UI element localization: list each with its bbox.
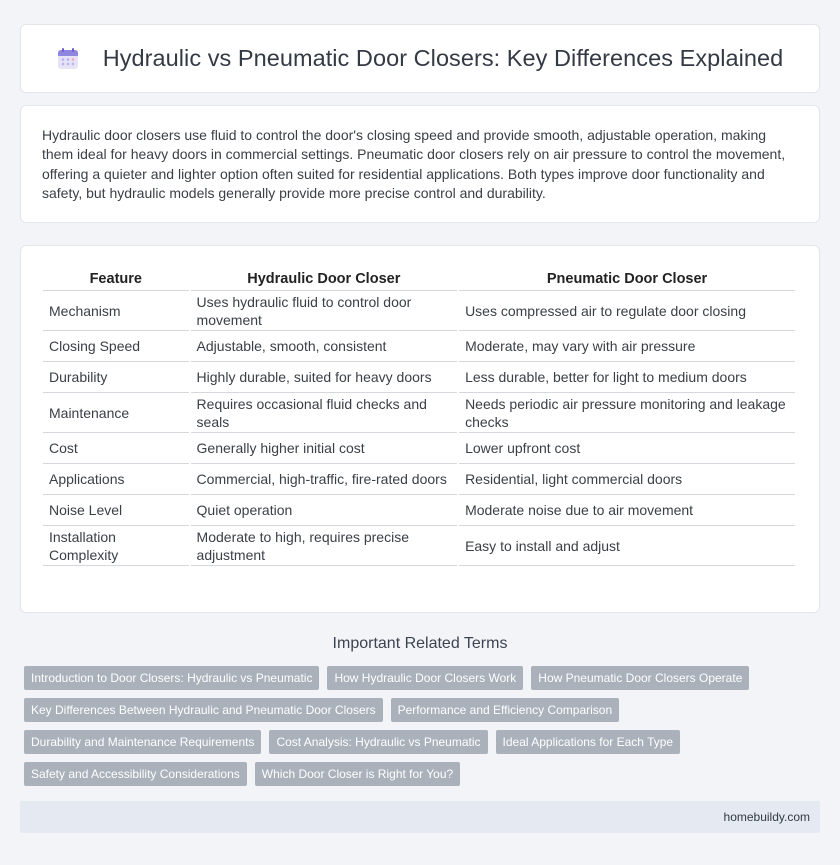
- feature-cell: Applications: [43, 464, 189, 495]
- hydraulic-cell: Requires occasional fluid checks and seals: [191, 393, 458, 433]
- comparison-table: [41, 265, 797, 566]
- related-terms-title: Important Related Terms: [332, 635, 508, 652]
- table-row: [43, 495, 795, 526]
- feature-cell: Closing Speed: [43, 331, 189, 362]
- related-term-link[interactable]: How Pneumatic Door Closers Operate: [531, 666, 749, 690]
- pneumatic-cell: Moderate, may vary with air pressure: [459, 331, 795, 362]
- related-term-link[interactable]: Safety and Accessibility Considerations: [24, 762, 247, 786]
- related-term-link[interactable]: Cost Analysis: Hydraulic vs Pneumatic: [269, 730, 487, 754]
- hydraulic-cell: Commercial, high-traffic, fire-rated doors: [191, 464, 458, 495]
- comparison-table-card: [20, 245, 820, 613]
- footer: [20, 801, 820, 833]
- calendar-icon: [57, 48, 79, 70]
- intro-paragraph: Hydraulic door closers use fluid to control the door's closing speed and provide smooth, adjustable operation, making them ideal for heavy doors in commercial settings. Pneumatic door closers rely on air pressure to control the movement, offering a quieter and lighter option often suited for residential applications. Both types improve door functionality and safety, but hydraulic models generally provide more precise control and durability.: [42, 127, 786, 202]
- tag-row: [24, 730, 820, 754]
- feature-cell: Mechanism: [43, 291, 189, 331]
- hydraulic-cell: Generally higher initial cost: [191, 433, 458, 464]
- related-term-link[interactable]: Key Differences Between Hydraulic and Pneumatic Door Closers: [24, 698, 383, 722]
- tag-row: [24, 698, 820, 722]
- table-row: [43, 526, 795, 566]
- table-row: [43, 331, 795, 362]
- table-row: [43, 393, 795, 433]
- related-term-link[interactable]: Durability and Maintenance Requirements: [24, 730, 261, 754]
- pneumatic-cell: Needs periodic air pressure monitoring and leakage checks: [459, 393, 795, 433]
- pneumatic-cell: Residential, light commercial doors: [459, 464, 795, 495]
- related-term-link[interactable]: Introduction to Door Closers: Hydraulic vs Pneumatic: [24, 666, 319, 690]
- pneumatic-cell: Moderate noise due to air movement: [459, 495, 795, 526]
- related-term-link[interactable]: Performance and Efficiency Comparison: [391, 698, 620, 722]
- related-term-link[interactable]: How Hydraulic Door Closers Work: [327, 666, 523, 690]
- pneumatic-cell: Easy to install and adjust: [459, 526, 795, 566]
- footer-site-link[interactable]: homebuildy.com: [723, 810, 810, 824]
- pneumatic-cell: Less durable, better for light to medium doors: [459, 362, 795, 393]
- hydraulic-cell: Quiet operation: [191, 495, 458, 526]
- header-card: [20, 24, 820, 93]
- hydraulic-cell: Moderate to high, requires precise adjustment: [191, 526, 458, 566]
- tag-row: [24, 666, 820, 690]
- page-title: Hydraulic vs Pneumatic Door Closers: Key Differences Explained: [102, 45, 784, 71]
- pneumatic-cell: Uses compressed air to regulate door closing: [459, 291, 795, 331]
- related-term-link[interactable]: Ideal Applications for Each Type: [496, 730, 681, 754]
- tag-row: [24, 762, 820, 786]
- hydraulic-cell: Uses hydraulic fluid to control door movement: [191, 291, 458, 331]
- feature-cell: Noise Level: [43, 495, 189, 526]
- title-wrap: [57, 45, 784, 72]
- column-header-hydraulic: Hydraulic Door Closer: [191, 265, 458, 291]
- table-row: [43, 291, 795, 331]
- intro-card: [20, 105, 820, 223]
- related-term-link[interactable]: Which Door Closer is Right for You?: [255, 762, 460, 786]
- related-terms-tags: [24, 666, 820, 794]
- table-row: [43, 433, 795, 464]
- column-header-pneumatic: Pneumatic Door Closer: [459, 265, 795, 291]
- feature-cell: Installation Complexity: [43, 526, 189, 566]
- feature-cell: Durability: [43, 362, 189, 393]
- pneumatic-cell: Lower upfront cost: [459, 433, 795, 464]
- table-header-row: [43, 265, 795, 291]
- hydraulic-cell: Adjustable, smooth, consistent: [191, 331, 458, 362]
- feature-cell: Cost: [43, 433, 189, 464]
- feature-cell: Maintenance: [43, 393, 189, 433]
- hydraulic-cell: Highly durable, suited for heavy doors: [191, 362, 458, 393]
- column-header-feature: Feature: [43, 265, 189, 291]
- table-row: [43, 464, 795, 495]
- table-row: [43, 362, 795, 393]
